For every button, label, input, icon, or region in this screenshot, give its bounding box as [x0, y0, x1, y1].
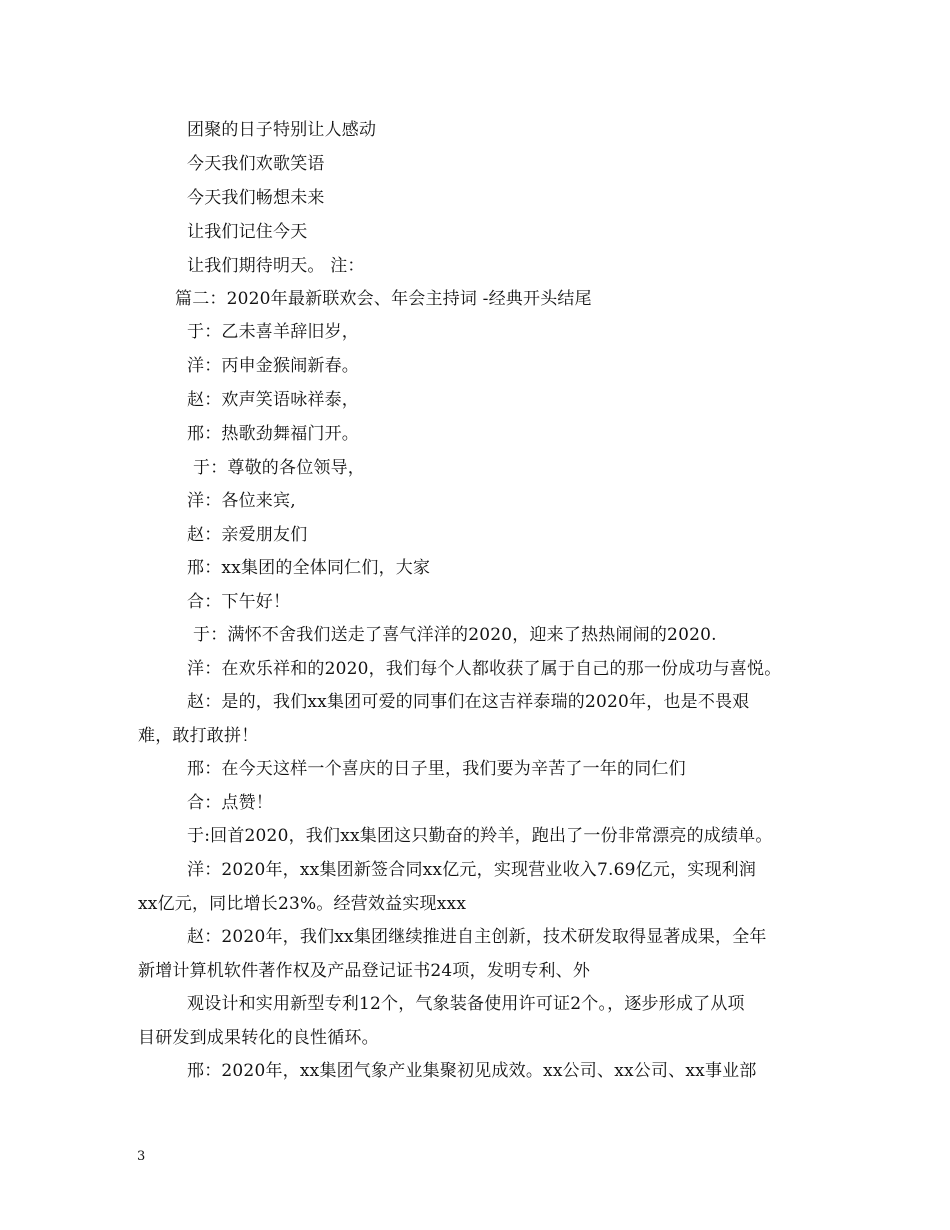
dialogue-line-continued: 难，敢打敢拼！ — [138, 726, 259, 746]
dialogue-line: 于：乙未喜羊辞旧岁， — [187, 322, 359, 342]
dialogue-line: 于：满怀不舍我们送走了喜气洋洋的2020，迎来了热热闹闹的2020. — [193, 625, 717, 645]
text-line: 让我们记住今天 — [187, 222, 308, 242]
section-heading: 篇二：2020年最新联欢会、年会主持词 -经典开头结尾 — [175, 289, 592, 309]
dialogue-line: 洋：2020年，xx集团新签合同xx亿元，实现营业收入7.69亿元，实现利润 — [187, 860, 757, 880]
dialogue-line: 赵：是的，我们xx集团可爱的同事们在这吉祥泰瑞的2020年，也是不畏艰 — [187, 692, 750, 712]
dialogue-line: 邢：2020年，xx集团气象产业集聚初见成效。xx公司、xx公司、xx事业部 — [187, 1061, 757, 1081]
dialogue-line-continued: xx亿元，同比增长23%。经营效益实现xxx — [138, 894, 467, 914]
dialogue-line: 邢：热歌劲舞福门开。 — [187, 424, 359, 444]
dialogue-line: 洋：各位来宾, — [187, 491, 296, 511]
dialogue-line: 于：尊敬的各位领导， — [193, 458, 365, 478]
dialogue-line-continued: 目研发到成果转化的良性循环。 — [138, 1028, 379, 1048]
text-line: 团聚的日子特别让人感动 — [187, 120, 377, 140]
dialogue-line: 合：点赞！ — [187, 793, 273, 813]
text-line: 让我们期待明天。 注： — [187, 256, 365, 276]
dialogue-line: 邢：在今天这样一个喜庆的日子里，我们要为辛苦了一年的同仁们 — [187, 759, 686, 779]
dialogue-line-continued: 观设计和实用新型专利12个，气象装备使用许可证2个。，逐步形成了从项 — [187, 994, 745, 1014]
text-line: 今天我们畅想未来 — [187, 188, 325, 208]
dialogue-line: 赵：2020年，我们xx集团继续推进自主创新，技术研发取得显著成果，全年 — [187, 927, 767, 947]
dialogue-line-continued: 新增计算机软件著作权及产品登记证书24项，发明专利、外 — [138, 961, 591, 981]
dialogue-line: 邢：xx集团的全体同仁们，大家 — [187, 558, 431, 578]
dialogue-line: 合：下午好！ — [187, 592, 291, 612]
dialogue-line: 洋：丙申金猴闹新春。 — [187, 356, 359, 376]
text-line: 今天我们欢歌笑语 — [187, 154, 325, 174]
dialogue-line: 于:回首2020，我们xx集团这只勤奋的羚羊，跑出了一份非常漂亮的成绩单。 — [187, 826, 773, 846]
dialogue-line: 赵：欢声笑语咏祥泰， — [187, 390, 359, 410]
dialogue-line: 赵：亲爱朋友们 — [187, 525, 308, 545]
dialogue-line: 洋：在欢乐祥和的2020，我们每个人都收获了属于自己的那一份成功与喜悦。 — [187, 659, 782, 679]
page-number: 3 — [137, 1149, 146, 1164]
